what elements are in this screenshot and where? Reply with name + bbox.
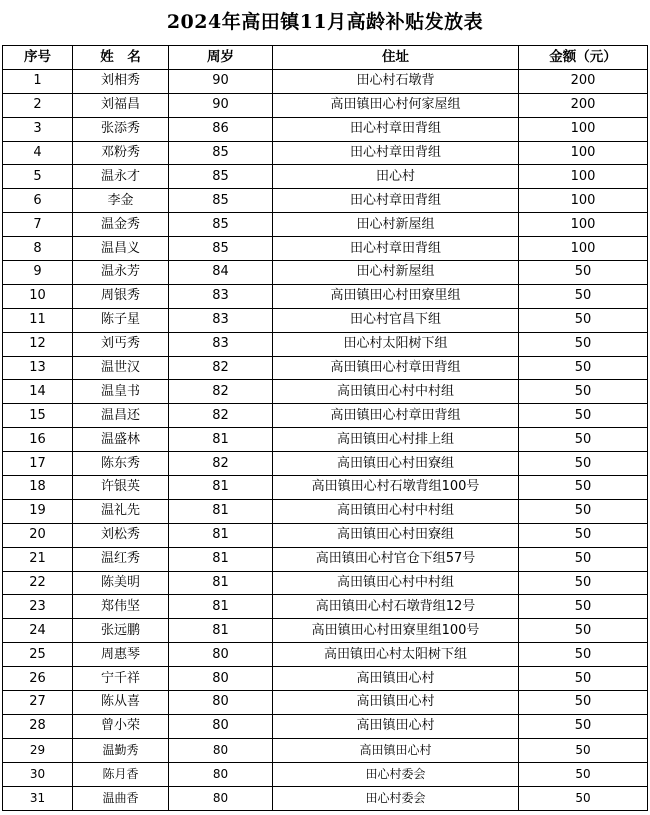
cell-amount: 50 [519,786,648,810]
cell-index: 28 [3,714,73,738]
table-row [3,738,648,762]
cell-index: 8 [3,237,73,261]
table-row [3,786,648,810]
cell-index: 7 [3,213,73,237]
cell-address: 田心村章田背组 [273,237,519,261]
cell-age: 80 [169,762,273,786]
cell-index: 23 [3,595,73,619]
cell-address: 高田镇田心村太阳树下组 [273,643,519,667]
cell-address: 高田镇田心村石墩背组12号 [273,595,519,619]
cell-amount: 100 [519,165,648,189]
table-row [3,499,648,523]
cell-name: 温红秀 [73,547,169,571]
cell-address: 高田镇田心村中村组 [273,499,519,523]
cell-index: 1 [3,69,73,93]
table-row [3,404,648,428]
cell-age: 83 [169,332,273,356]
cell-index: 20 [3,523,73,547]
cell-age: 85 [169,189,273,213]
cell-index: 27 [3,691,73,715]
table-row [3,189,648,213]
table-row [3,165,648,189]
cell-age: 85 [169,213,273,237]
cell-index: 11 [3,308,73,332]
cell-age: 80 [169,738,273,762]
cell-amount: 100 [519,117,648,141]
cell-address: 高田镇田心村何家屋组 [273,93,519,117]
cell-name: 邓粉秀 [73,141,169,165]
cell-index: 21 [3,547,73,571]
cell-address: 高田镇田心村中村组 [273,380,519,404]
cell-age: 85 [169,165,273,189]
table-row [3,380,648,404]
table-row [3,237,648,261]
cell-index: 26 [3,667,73,691]
table-row [3,284,648,308]
cell-name: 宁千祥 [73,667,169,691]
cell-age: 81 [169,499,273,523]
cell-address: 田心村石墩背 [273,69,519,93]
cell-age: 82 [169,452,273,476]
cell-name: 许银英 [73,476,169,500]
cell-address: 田心村委会 [273,762,519,786]
table-row [3,762,648,786]
cell-address: 高田镇田心村田寮组 [273,452,519,476]
cell-address: 田心村委会 [273,786,519,810]
cell-name: 曾小荣 [73,714,169,738]
cell-address: 田心村新屋组 [273,213,519,237]
cell-amount: 50 [519,332,648,356]
cell-age: 80 [169,786,273,810]
cell-amount: 50 [519,404,648,428]
cell-index: 9 [3,261,73,285]
table-row [3,643,648,667]
table-row [3,667,648,691]
cell-index: 16 [3,428,73,452]
cell-index: 12 [3,332,73,356]
cell-amount: 50 [519,547,648,571]
cell-age: 90 [169,93,273,117]
cell-amount: 50 [519,738,648,762]
cell-name: 郑伟坚 [73,595,169,619]
cell-index: 2 [3,93,73,117]
cell-index: 19 [3,499,73,523]
table-row [3,523,648,547]
cell-index: 14 [3,380,73,404]
cell-address: 高田镇田心村 [273,667,519,691]
cell-name: 刘相秀 [73,69,169,93]
cell-age: 80 [169,691,273,715]
cell-name: 温昌还 [73,404,169,428]
cell-amount: 50 [519,380,648,404]
cell-index: 29 [3,738,73,762]
cell-name: 温世汉 [73,356,169,380]
cell-name: 李金 [73,189,169,213]
header-address: 住址 [273,46,519,70]
cell-name: 周惠琴 [73,643,169,667]
table-row [3,69,648,93]
cell-age: 80 [169,643,273,667]
table-row [3,213,648,237]
cell-age: 90 [169,69,273,93]
cell-age: 82 [169,380,273,404]
cell-index: 4 [3,141,73,165]
cell-amount: 50 [519,308,648,332]
cell-index: 15 [3,404,73,428]
cell-name: 温永才 [73,165,169,189]
cell-address: 田心村新屋组 [273,261,519,285]
cell-age: 85 [169,237,273,261]
header-index: 序号 [3,46,73,70]
cell-amount: 50 [519,428,648,452]
cell-name: 张添秀 [73,117,169,141]
table-row [3,308,648,332]
cell-amount: 50 [519,261,648,285]
cell-age: 81 [169,547,273,571]
cell-amount: 50 [519,714,648,738]
cell-address: 高田镇田心村排上组 [273,428,519,452]
cell-index: 5 [3,165,73,189]
cell-index: 30 [3,762,73,786]
cell-amount: 50 [519,452,648,476]
cell-address: 高田镇田心村石墩背组100号 [273,476,519,500]
header-amount: 金额（元） [519,46,648,70]
cell-name: 温礼先 [73,499,169,523]
cell-age: 80 [169,667,273,691]
cell-index: 25 [3,643,73,667]
cell-age: 83 [169,308,273,332]
cell-address: 高田镇田心村 [273,738,519,762]
table-row [3,619,648,643]
cell-name: 周银秀 [73,284,169,308]
table-row [3,547,648,571]
cell-amount: 100 [519,237,648,261]
cell-name: 温永芳 [73,261,169,285]
cell-index: 17 [3,452,73,476]
table-row [3,93,648,117]
cell-index: 13 [3,356,73,380]
cell-amount: 50 [519,571,648,595]
cell-name: 刘福昌 [73,93,169,117]
cell-address: 高田镇田心村田寮里组100号 [273,619,519,643]
cell-amount: 100 [519,213,648,237]
cell-address: 田心村 [273,165,519,189]
cell-age: 82 [169,356,273,380]
cell-amount: 100 [519,189,648,213]
cell-age: 85 [169,141,273,165]
cell-age: 84 [169,261,273,285]
cell-amount: 50 [519,356,648,380]
cell-amount: 50 [519,595,648,619]
cell-index: 6 [3,189,73,213]
cell-amount: 50 [519,691,648,715]
cell-address: 田心村官昌下组 [273,308,519,332]
cell-age: 82 [169,404,273,428]
table-row [3,117,648,141]
header-name: 姓 名 [73,46,169,70]
cell-name: 温昌义 [73,237,169,261]
subsidy-table [2,45,648,811]
cell-amount: 200 [519,93,648,117]
cell-name: 温金秀 [73,213,169,237]
table-body [3,69,648,810]
cell-name: 温盛林 [73,428,169,452]
table-row [3,261,648,285]
cell-address: 田心村章田背组 [273,117,519,141]
table-row [3,428,648,452]
cell-amount: 50 [519,284,648,308]
cell-index: 18 [3,476,73,500]
cell-age: 81 [169,595,273,619]
cell-name: 温勤秀 [73,738,169,762]
table-header-row [3,46,648,70]
cell-index: 24 [3,619,73,643]
cell-name: 温曲香 [73,786,169,810]
cell-amount: 50 [519,762,648,786]
cell-age: 80 [169,714,273,738]
table-row [3,476,648,500]
cell-amount: 100 [519,141,648,165]
cell-amount: 50 [519,643,648,667]
cell-name: 刘丐秀 [73,332,169,356]
cell-age: 81 [169,476,273,500]
cell-name: 陈子星 [73,308,169,332]
header-age: 周岁 [169,46,273,70]
cell-address: 高田镇田心村 [273,714,519,738]
cell-index: 10 [3,284,73,308]
cell-address: 田心村章田背组 [273,141,519,165]
cell-name: 张远鹏 [73,619,169,643]
cell-index: 22 [3,571,73,595]
cell-address: 田心村章田背组 [273,189,519,213]
cell-name: 陈东秀 [73,452,169,476]
cell-amount: 200 [519,69,648,93]
cell-address: 高田镇田心村 [273,691,519,715]
table-row [3,332,648,356]
cell-address: 高田镇田心村章田背组 [273,356,519,380]
cell-age: 81 [169,619,273,643]
cell-name: 温皇书 [73,380,169,404]
cell-address: 高田镇田心村中村组 [273,571,519,595]
cell-age: 81 [169,571,273,595]
page-title: 2024年高田镇11月高龄补贴发放表 [166,11,484,33]
cell-amount: 50 [519,667,648,691]
cell-index: 31 [3,786,73,810]
table-row [3,571,648,595]
table-row [3,714,648,738]
cell-address: 高田镇田心村官仓下组57号 [273,547,519,571]
cell-age: 81 [169,428,273,452]
cell-age: 86 [169,117,273,141]
cell-amount: 50 [519,619,648,643]
cell-age: 81 [169,523,273,547]
cell-name: 陈月香 [73,762,169,786]
table-row [3,356,648,380]
table-row [3,691,648,715]
table-row [3,141,648,165]
cell-amount: 50 [519,523,648,547]
cell-address: 高田镇田心村田寮里组 [273,284,519,308]
cell-name: 陈从喜 [73,691,169,715]
table-row [3,595,648,619]
cell-age: 83 [169,284,273,308]
cell-index: 3 [3,117,73,141]
cell-address: 田心村太阳树下组 [273,332,519,356]
cell-amount: 50 [519,499,648,523]
table-row [3,452,648,476]
cell-name: 陈美明 [73,571,169,595]
cell-name: 刘松秀 [73,523,169,547]
cell-address: 高田镇田心村田寮组 [273,523,519,547]
cell-address: 高田镇田心村章田背组 [273,404,519,428]
cell-amount: 50 [519,476,648,500]
